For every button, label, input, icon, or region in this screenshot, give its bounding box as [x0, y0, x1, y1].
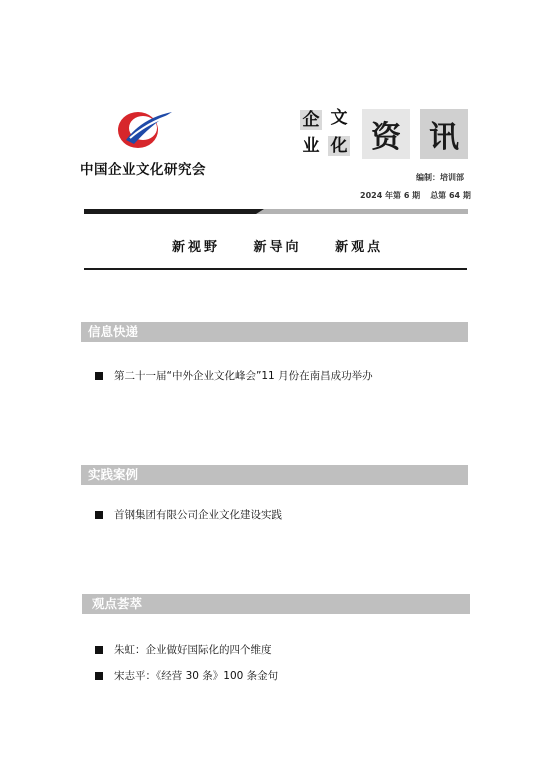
section-header: 观点荟萃 — [82, 594, 470, 614]
list-item[interactable] — [95, 368, 373, 383]
logo-icon — [112, 104, 176, 152]
slogan: 新视野 — [172, 240, 221, 255]
title-char: 业 — [302, 136, 320, 156]
header-rule-grey — [256, 209, 468, 214]
bullet-icon — [95, 372, 103, 380]
title-char: 化 — [328, 136, 350, 156]
bullet-icon — [95, 511, 103, 519]
list-item[interactable] — [95, 507, 282, 522]
title-small-block — [298, 108, 356, 160]
slogans — [172, 236, 383, 255]
title-big-char: 讯 — [420, 109, 468, 159]
org-name: 中国企业文化研究会 — [80, 162, 206, 178]
section-header: 实践案例 — [81, 465, 468, 485]
bullet-icon — [95, 646, 103, 654]
total-issue: 总第 64 期 — [430, 191, 471, 200]
title-char: 企 — [300, 110, 322, 130]
title-big-char: 资 — [362, 109, 410, 159]
list-item-text: 宋志平：《经营 30 条》100 条金句 — [114, 670, 279, 682]
issue-info — [360, 190, 481, 201]
editor-label: 编制：培训部 — [416, 173, 464, 182]
list-item[interactable] — [95, 668, 278, 683]
bullet-icon — [95, 672, 103, 680]
header-rule-dark — [84, 209, 256, 214]
slogan-rule — [84, 268, 467, 270]
list-item-text: 朱虹：企业做好国际化的四个维度 — [114, 644, 272, 656]
list-item-text: 首钢集团有限公司企业文化建设实践 — [114, 509, 282, 521]
slogan: 新导向 — [253, 240, 302, 255]
slogan: 新观点 — [335, 240, 384, 255]
section-header: 信息快递 — [81, 322, 468, 342]
title-char: 文 — [330, 108, 348, 128]
issue-number: 2024 年第 6 期 — [360, 191, 421, 200]
list-item-text: 第二十一届“中外企业文化峰会”11 月份在南昌成功举办 — [114, 370, 373, 382]
list-item[interactable] — [95, 642, 272, 657]
